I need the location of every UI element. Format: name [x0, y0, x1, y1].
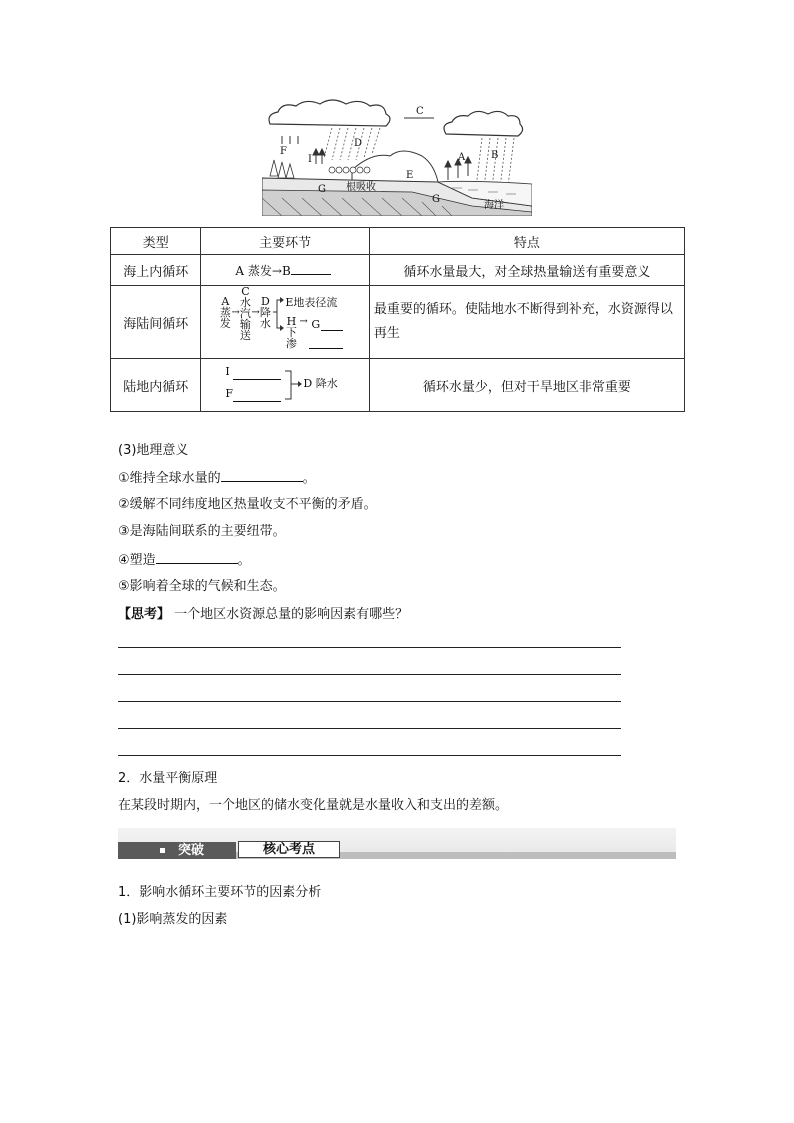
think-text: 一个地区水资源总量的影响因素有哪些？	[174, 607, 409, 622]
label-root: 根吸收	[346, 182, 376, 193]
link-c-text: 水 汽 输 送	[239, 296, 251, 342]
banner-left-label: 突破	[178, 843, 205, 858]
rain-right	[476, 138, 514, 188]
label-f: F	[280, 146, 287, 157]
water-cycle-diagram	[262, 98, 532, 216]
label-g1: G	[318, 184, 326, 195]
label-i: I	[308, 154, 312, 165]
label-c: C	[416, 106, 424, 117]
label-e: E	[406, 170, 414, 181]
think-tag: 【思考】	[118, 607, 171, 622]
merge-arrow	[283, 367, 303, 403]
significance-item-4: ④塑造 。	[118, 553, 251, 568]
answer-line	[118, 701, 621, 702]
table-row	[111, 359, 685, 412]
rain-left	[324, 128, 380, 160]
banner-dark-tab	[118, 842, 236, 859]
answer-line	[118, 674, 621, 675]
link-a-text: 蒸 发	[219, 306, 231, 330]
blank-g	[321, 318, 343, 331]
significance-item-3: ③是海陆间联系的主要纽带。	[118, 524, 286, 539]
banner-right-label: 核心考点	[238, 841, 340, 858]
table-row	[111, 286, 685, 359]
blank-f	[233, 389, 281, 402]
left-cloud	[269, 100, 390, 126]
think-question	[118, 606, 408, 624]
row-links	[201, 359, 369, 412]
row-links	[201, 255, 369, 286]
link-i-label: I	[225, 365, 230, 378]
row-feature: 循环水量少，但对干旱地区非常重要	[369, 359, 684, 412]
significance-item-1: ①维持全球水量的 。	[118, 471, 316, 486]
answer-line	[118, 728, 621, 729]
row-feature: 循环水量最大，对全球热量输送有重要意义	[369, 255, 684, 286]
answer-line	[118, 755, 621, 756]
label-g2: G	[432, 194, 440, 205]
banner-bullet	[160, 848, 165, 853]
table-row	[111, 255, 685, 286]
water-cycle-table	[110, 227, 685, 412]
blank-i	[233, 367, 281, 380]
link-a-label: A	[221, 295, 230, 308]
link-g-label: G	[311, 318, 321, 331]
link-result: D 降水	[303, 377, 338, 390]
header-type: 类型	[111, 228, 201, 255]
link-d-label: D	[260, 295, 270, 308]
header-feature: 特点	[369, 228, 684, 255]
header-links: 主要环节	[201, 228, 369, 255]
trees	[270, 160, 294, 178]
link-c-label: C	[241, 285, 250, 298]
answer-line	[118, 647, 621, 648]
label-a: A	[458, 152, 466, 163]
links-text: A 蒸发→B	[235, 263, 291, 278]
link-d-text: 降 水	[259, 306, 271, 330]
label-b: B	[491, 150, 499, 161]
blank-h	[309, 336, 343, 349]
significance-item-5: ⑤影响着全球的气候和生态。	[118, 579, 286, 594]
row-type: 陆地内循环	[111, 359, 201, 412]
row-feature: 最重要的循环。使陆地水不断得到补充，水资源得以再生	[369, 286, 684, 359]
label-d: D	[354, 138, 363, 149]
link-h-label: H	[286, 315, 297, 328]
section3-sub: (1)影响蒸发的因素	[118, 912, 228, 927]
row-type: 海上内循环	[111, 255, 201, 286]
link-e-text: E地表径流	[285, 296, 338, 309]
row-type: 海陆间循环	[111, 286, 201, 359]
table-header-row	[111, 228, 685, 255]
significance-heading: (3)地理意义	[118, 443, 189, 458]
right-cloud	[444, 111, 523, 136]
section2-heading: 2．水量平衡原理	[118, 771, 218, 786]
label-ocean: 海洋	[484, 200, 504, 211]
row-links: A 蒸 发 → C 水 汽 输 送 → D 降 水 E地表径流 H 下 渗 → G	[201, 286, 369, 359]
section3-heading: 1．影响水循环主要环节的因素分析	[118, 885, 322, 900]
blank-b	[291, 262, 331, 275]
section2-text: 在某段时期内，一个地区的储水变化量就是水量收入和支出的差额。	[118, 798, 509, 813]
link-f-label: F	[225, 387, 234, 400]
significance-item-2: ②缓解不同纬度地区热量收支不平衡的矛盾。	[118, 497, 377, 512]
link-h-text: 下 渗	[285, 326, 297, 350]
branch-arrow	[271, 294, 285, 334]
